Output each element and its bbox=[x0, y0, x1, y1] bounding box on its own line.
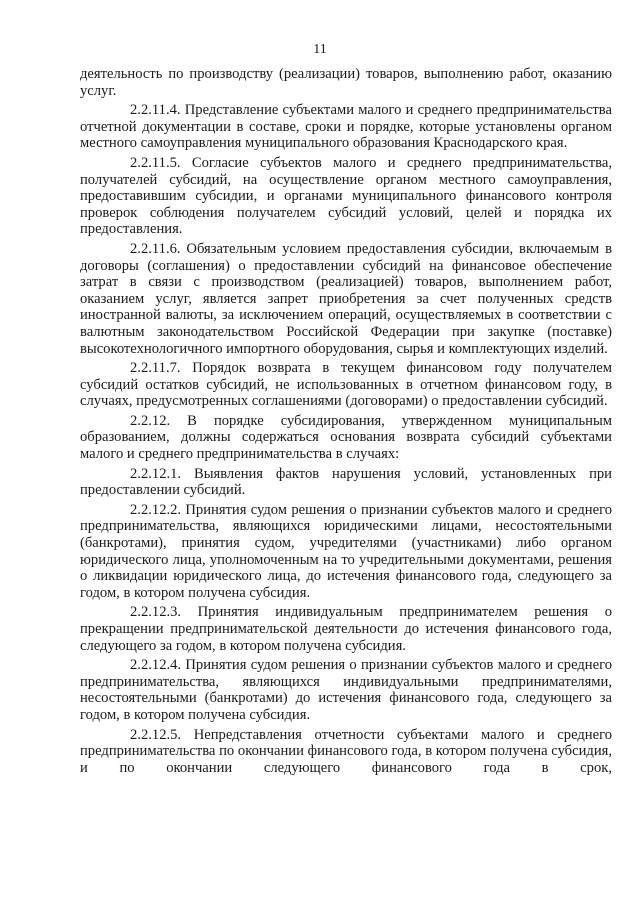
paragraph-2-2-12-3: 2.2.12.3. Принятия индивидуальным предпринимателем решения о прекращении предпринимательской деятельности до истечения финансового года, следующего за годом, в котором получена субсидия. bbox=[80, 604, 612, 654]
paragraph-2-2-11-4: 2.2.11.4. Представление субъектами малого и среднего предпринимательства отчетной документации в составе, сроки и порядке, которые установлены органом местного самоуправления муниципального образования Краснодарского края. bbox=[80, 102, 612, 152]
paragraph-2-2-12-5: 2.2.12.5. Непредставления отчетности субъектами малого и среднего предпринимательства по окончании финансового года, в котором получена субсидия, и по окончании следующего финансового года в срок, bbox=[80, 726, 612, 776]
paragraph-2-2-12-1: 2.2.12.1. Выявления фактов нарушения условий, установленных при предоставлении субсидий. bbox=[80, 465, 612, 499]
paragraph-2-2-11-7: 2.2.11.7. Порядок возврата в текущем финансовом году получателем субсидий остатков субсидий, не использованных в отчетном финансовом году, в случаях, предусмотренных соглашениями (договорами) о предоставлении субсидий. bbox=[80, 360, 612, 410]
paragraph-2-2-12-4: 2.2.12.4. Принятия судом решения о признании субъектов малого и среднего предпринимательства, являющихся индивидуальными предпринимателями, несостоятельными (банкротами) до истечения финансового года, следующего за годом, в котором получена субсидия. bbox=[80, 657, 612, 723]
paragraph-2-2-11-5: 2.2.11.5. Согласие субъектов малого и среднего предпринимательства, получателей субсидий, на осуществление органом местного самоуправления, предоставившим субсидии, и органами муниципального финансового контроля проверок соблюдения получателем субсидий условий, целей и порядка их предоставления. bbox=[80, 154, 612, 238]
paragraph-2-2-11-6: 2.2.11.6. Обязательным условием предоставления субсидии, включаемым в договоры (соглашения) о предоставлении субсидий на финансовое обеспечение затрат в связи с производством (реализацией) товаров, выполнением работ, оказанием услуг, является запрет приобретения за счет полученных средств иностранной валюты, за исключением операций, осуществляемых в соответствии с валютным законодательством Российской Федерации при закупке (поставке) высокотехнологичного импортного оборудования, сырья и комплектующих изделий. bbox=[80, 240, 612, 357]
paragraph-2-2-12: 2.2.12. В порядке субсидирования, утвержденном муниципальным образованием, должны содержаться основания возврата субсидий субъектами малого и среднего предпринимательства в случаях: bbox=[80, 412, 612, 463]
paragraph-2-2-12-2: 2.2.12.2. Принятия судом решения о признании субъектов малого и среднего предпринимательства, являющихся юридическими лицами, несостоятельными (банкротами), принятия судом, учредителями (участниками) либо органом юридического лица, уполномоченным на то учредительными документами, решения о ликвидации юридического лица, до истечения финансового года, следующего за годом, в котором получена субсидия. bbox=[80, 501, 612, 601]
document-body bbox=[80, 66, 612, 779]
page-number: 11 bbox=[313, 42, 327, 57]
paragraph-continuation: деятельность по производству (реализации) товаров, выполнению работ, оказанию услуг. bbox=[80, 66, 612, 99]
